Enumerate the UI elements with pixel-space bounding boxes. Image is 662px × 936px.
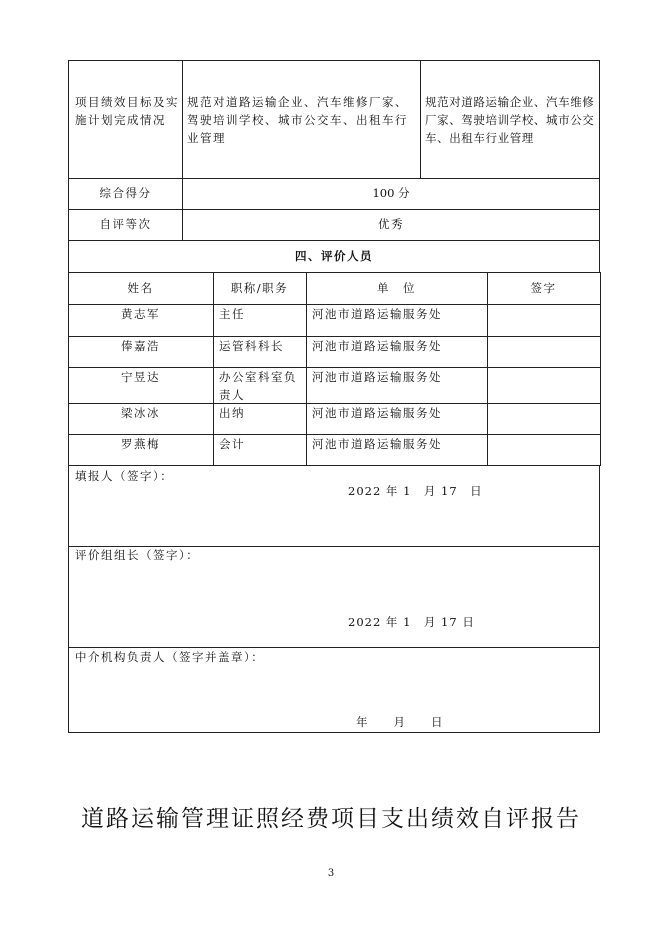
- score-label: 综合得分: [99, 186, 152, 200]
- evaluator-name: 黄志军: [121, 307, 160, 321]
- evaluator-name: 罗燕梅: [121, 437, 160, 451]
- document-title: 道路运输管理证照经费项目支出绩效自评报告: [81, 806, 581, 832]
- performance-label: 项目绩效目标及实施计划完成情况: [75, 95, 179, 127]
- evaluator-title: 会计: [219, 437, 245, 451]
- evaluator-name: 宁昱达: [121, 370, 160, 384]
- performance-actual: 规范对道路运输企业、汽车维修厂家、驾驶培训学校、城市公交车、出租车行业管理: [425, 95, 595, 145]
- evaluator-title: 办公室科室负责人: [219, 370, 297, 402]
- leader-date: 2022 年 1 月 17 日: [348, 615, 475, 629]
- table-cell: [487, 336, 601, 368]
- evaluator-unit: 河池市道路运输服务处: [312, 406, 442, 420]
- header-name: 姓名: [127, 281, 154, 295]
- evaluator-name: 梁冰冰: [121, 406, 160, 420]
- evaluator-unit: 河池市道路运输服务处: [312, 339, 442, 353]
- evaluator-title: 出纳: [219, 406, 245, 420]
- table-cell: [487, 367, 601, 404]
- evaluator-name: 俸嘉浩: [121, 339, 160, 353]
- agency-date: 年 月 日: [356, 715, 444, 729]
- agency-label: 中介机构负责人（签字并盖章）：: [75, 650, 265, 664]
- evaluator-unit: 河池市道路运输服务处: [312, 370, 442, 384]
- leader-label: 评价组组长（签字）：: [75, 548, 200, 562]
- score-value: 100 分: [372, 186, 410, 200]
- section-title: 四、评价人员: [295, 249, 373, 263]
- performance-target: 规范对道路运输企业、汽车维修厂家、驾驶培训学校、城市公交车、出租车行业管理: [187, 95, 408, 145]
- evaluator-unit: 河池市道路运输服务处: [312, 307, 442, 321]
- filler-label: 填报人（签字）：: [75, 469, 174, 483]
- page-number: 3: [327, 868, 335, 879]
- header-title: 职称/职务: [230, 281, 289, 295]
- evaluator-unit: 河池市道路运输服务处: [312, 437, 442, 451]
- filler-date: 2022 年 1 月 17 日: [348, 484, 483, 498]
- grade-value: 优秀: [378, 217, 404, 231]
- table-cell: [487, 403, 601, 435]
- header-signature: 签字: [530, 281, 557, 295]
- evaluator-title: 运管科科长: [219, 339, 284, 353]
- table-cell: [487, 434, 601, 466]
- grade-label: 自评等次: [99, 217, 152, 231]
- evaluator-title: 主任: [219, 307, 245, 321]
- header-unit: 单 位: [377, 281, 416, 295]
- table-cell: [487, 304, 601, 337]
